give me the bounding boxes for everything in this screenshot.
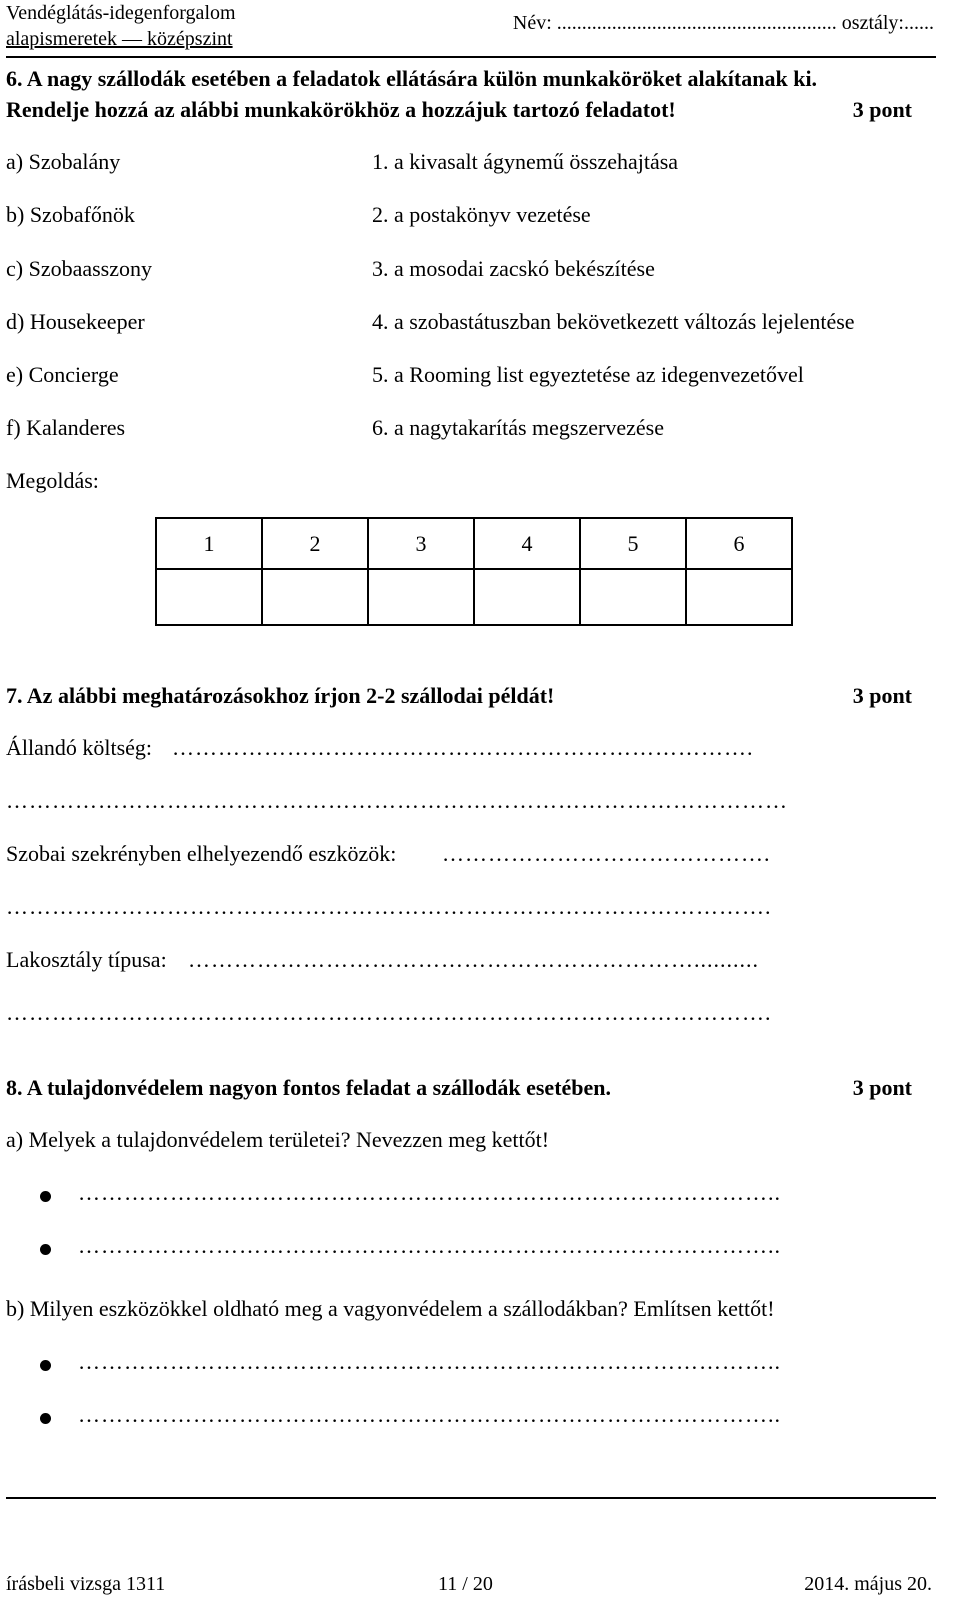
task6-points: 3 pont — [852, 97, 912, 122]
answer-a2-line[interactable]: ……………………………………………………………………………….. — [78, 1233, 781, 1258]
name-class-field: Név: ........................................................ osztály:...... — [512, 12, 934, 34]
solution-header-1: 1 — [156, 518, 262, 569]
solution-label: Megoldás: — [6, 468, 99, 493]
item3-answer-line[interactable]: ………………………………………………………….......... — [188, 947, 759, 972]
solution-header-5: 5 — [580, 518, 686, 569]
solution-answer-cell[interactable] — [368, 569, 474, 625]
footer-date: 2014. május 20. — [804, 1573, 932, 1595]
role-d: d) Housekeeper — [6, 309, 145, 334]
solution-answer-cell[interactable] — [262, 569, 368, 625]
solution-answer-cell[interactable] — [580, 569, 686, 625]
bullet-icon — [40, 1413, 51, 1424]
solution-header-2: 2 — [262, 518, 368, 569]
subject-line-1: Vendéglátás-idegenforgalom — [6, 2, 236, 24]
task6-title-line1: 6. A nagy szállodák esetében a feladatok ellátására külön munkaköröket alakítanak ki. — [6, 66, 818, 91]
item1-answer-line[interactable]: …………………………………………………………………. — [172, 735, 754, 760]
solution-answer-cell[interactable] — [686, 569, 792, 625]
solution-table — [155, 517, 793, 626]
solution-header-6: 6 — [686, 518, 792, 569]
task8-points: 3 pont — [852, 1075, 912, 1100]
bullet-icon — [40, 1244, 51, 1255]
item3-label: Lakosztály típusa: — [6, 947, 167, 972]
answer-b1-line[interactable]: ……………………………………………………………………………….. — [78, 1349, 781, 1374]
duty-3: 3. a mosodai zacskó bekészítése — [372, 256, 655, 281]
duty-6: 6. a nagytakarítás megszervezése — [372, 415, 664, 440]
duty-1: 1. a kivasalt ágynemű összehajtása — [372, 149, 679, 174]
role-f: f) Kalanderes — [6, 415, 126, 440]
duty-5: 5. a Rooming list egyeztetése az idegenvezetővel — [372, 362, 804, 387]
answer-a1-line[interactable]: ……………………………………………………………………………….. — [78, 1180, 781, 1205]
footer-exam-code: írásbeli vizsga 1311 — [6, 1573, 166, 1595]
role-c: c) Szobaasszony — [6, 256, 153, 281]
role-e: e) Concierge — [6, 362, 119, 387]
task7-title: 7. Az alábbi meghatározásokhoz írjon 2-2 szállodai példát! — [6, 683, 555, 708]
item1-answer-line-2[interactable]: ………………………………………………………………………………………… — [6, 788, 788, 813]
task6-title-line2: Rendelje hozzá az alábbi munkakörökhöz a hozzájuk tartozó feladatot! — [6, 97, 676, 122]
role-a: a) Szobalány — [6, 149, 121, 174]
subject-line-2: alapismeretek — középszint — [6, 28, 233, 50]
header-subject — [6, 0, 236, 52]
item2-answer-line-2[interactable]: ………………………………………………………………………………………. — [6, 894, 772, 919]
bullet-icon — [40, 1191, 51, 1202]
bullet-icon — [40, 1360, 51, 1371]
solution-answer-cell[interactable] — [474, 569, 580, 625]
item2-answer-line[interactable]: ……………………………………. — [442, 841, 771, 866]
task8-question-a: a) Melyek a tulajdonvédelem területei? Nevezzen meg kettőt! — [6, 1127, 550, 1152]
duty-2: 2. a postakönyv vezetése — [372, 202, 591, 227]
solution-header-3: 3 — [368, 518, 474, 569]
answer-b2-line[interactable]: ……………………………………………………………………………….. — [78, 1402, 781, 1427]
header-divider — [6, 56, 936, 58]
item1-label: Állandó költség: — [6, 735, 153, 760]
duty-4: 4. a szobastátuszban bekövetkezett változás lejelentése — [372, 309, 855, 334]
footer-page-number: 11 / 20 — [438, 1573, 493, 1595]
solution-header-4: 4 — [474, 518, 580, 569]
task8-title: 8. A tulajdonvédelem nagyon fontos feladat a szállodák esetében. — [6, 1075, 612, 1100]
footer-divider — [6, 1497, 936, 1499]
solution-answer-cell[interactable] — [156, 569, 262, 625]
item3-answer-line-2[interactable]: ………………………………………………………………………………………. — [6, 1000, 772, 1025]
role-b: b) Szobafőnök — [6, 202, 135, 227]
task8-question-b: b) Milyen eszközökkel oldható meg a vagyonvédelem a szállodákban? Említsen kettőt! — [6, 1296, 775, 1321]
task7-points: 3 pont — [852, 683, 912, 708]
item2-label: Szobai szekrényben elhelyezendő eszközök: — [6, 841, 397, 866]
